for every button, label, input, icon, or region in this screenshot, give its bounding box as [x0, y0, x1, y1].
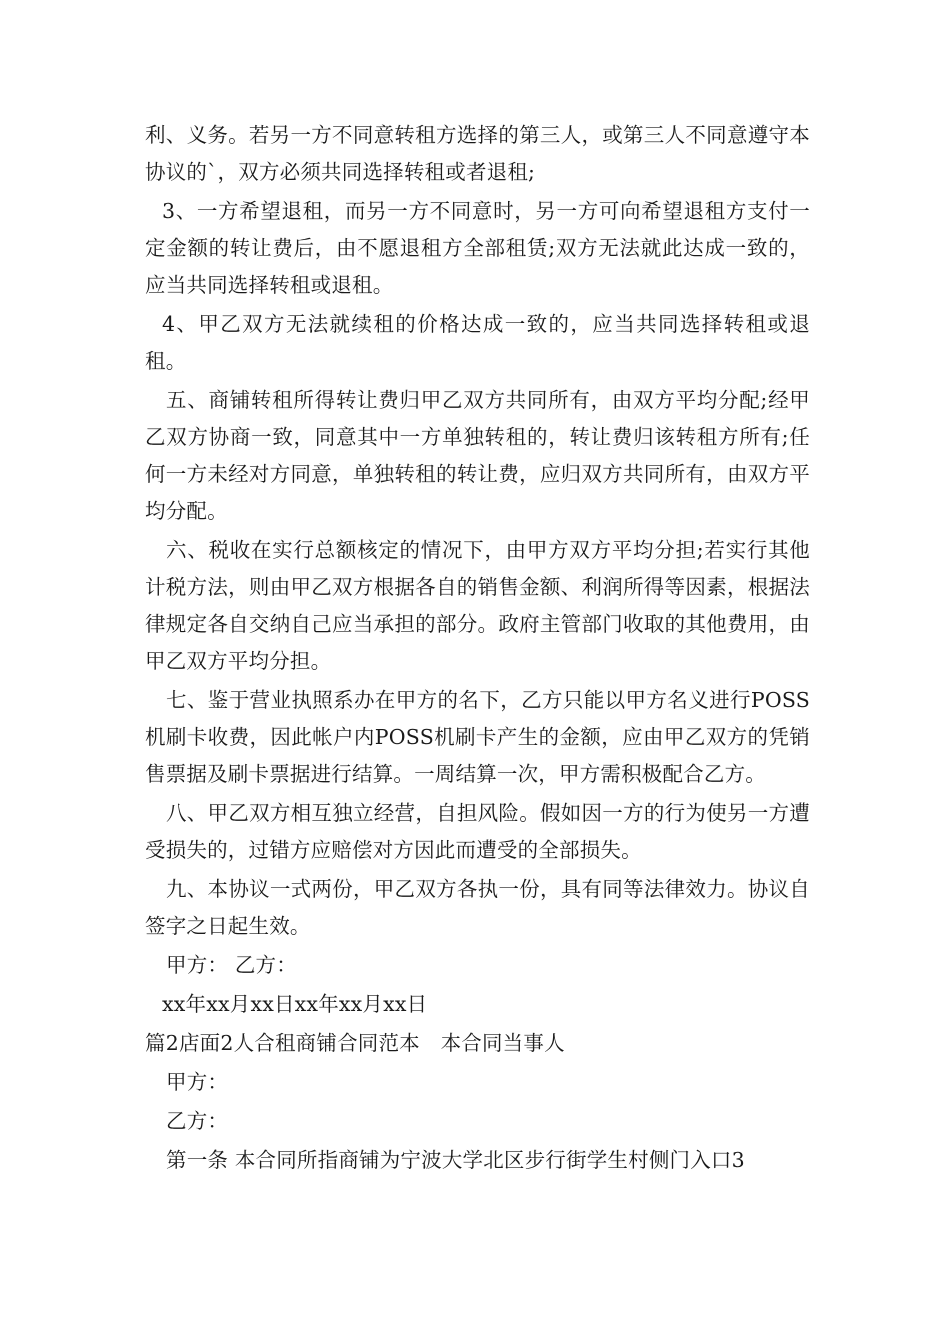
paragraph-article-6: 六、税收在实行总额核定的情况下，由甲方双方平均分担;若实行其他计税方法，则由甲乙双方根据各自的销售金额、利润所得等因素，根据法律规定各自交纳自己应当承担的部分。政府主管部门收取的其他费用，由甲乙双方平均分担。: [145, 538, 810, 673]
party-b-line: 乙方：: [166, 1109, 229, 1133]
paragraph-article-8: 八、甲乙双方相互独立经营，自担风险。假如因一方的行为使另一方遭受损失的，过错方应赔偿对方因此而遭受的全部损失。: [145, 801, 810, 862]
signature-parties-line: 甲方： 乙方：: [166, 953, 297, 977]
paragraph-clause-3: 3、一方希望退租，而另一方不同意时，另一方可向希望退租方支付一定金额的转让费后，由不愿退租方全部租赁;双方无法就此达成一致的，应当共同选择转租或退租。: [145, 199, 810, 297]
section-heading-part-2: 篇2店面2人合租商铺合同范本 本合同当事人: [145, 1031, 565, 1055]
paragraph-article-7: 七、鉴于营业执照系办在甲方的名下，乙方只能以甲方名义进行POSS机刷卡收费，因此帐户内POSS机刷卡产生的金额，应由甲乙双方的凭销售票据及刷卡票据进行结算。一周结算一次，甲方需积极配合乙方。: [145, 688, 810, 786]
document-body: [145, 117, 810, 1181]
paragraph-article-1: 第一条 本合同所指商铺为宁波大学北区步行街学生村侧门入口3: [166, 1148, 745, 1172]
paragraph-article-9: 九、本协议一式两份，甲乙双方各执一份，具有同等法律效力。协议自签字之日起生效。: [145, 877, 810, 938]
paragraph-rights-continuation: 利、义务。若另一方不同意转租方选择的第三人，或第三人不同意遵守本协议的`，双方必须共同选择转租或者退租;: [145, 123, 810, 184]
signature-date-line: xx年xx月xx日xx年xx月xx日: [162, 992, 428, 1016]
paragraph-clause-4: 4、甲乙双方无法就续租的价格达成一致的，应当共同选择转租或退租。: [145, 312, 810, 373]
party-a-line: 甲方：: [166, 1070, 229, 1094]
paragraph-article-5: 五、商铺转租所得转让费归甲乙双方共同所有，由双方平均分配;经甲乙双方协商一致，同意其中一方单独转租的，转让费归该转租方所有;任何一方未经对方同意，单独转租的转让费，应归双方共同所有，由双方平均分配。: [145, 388, 810, 523]
